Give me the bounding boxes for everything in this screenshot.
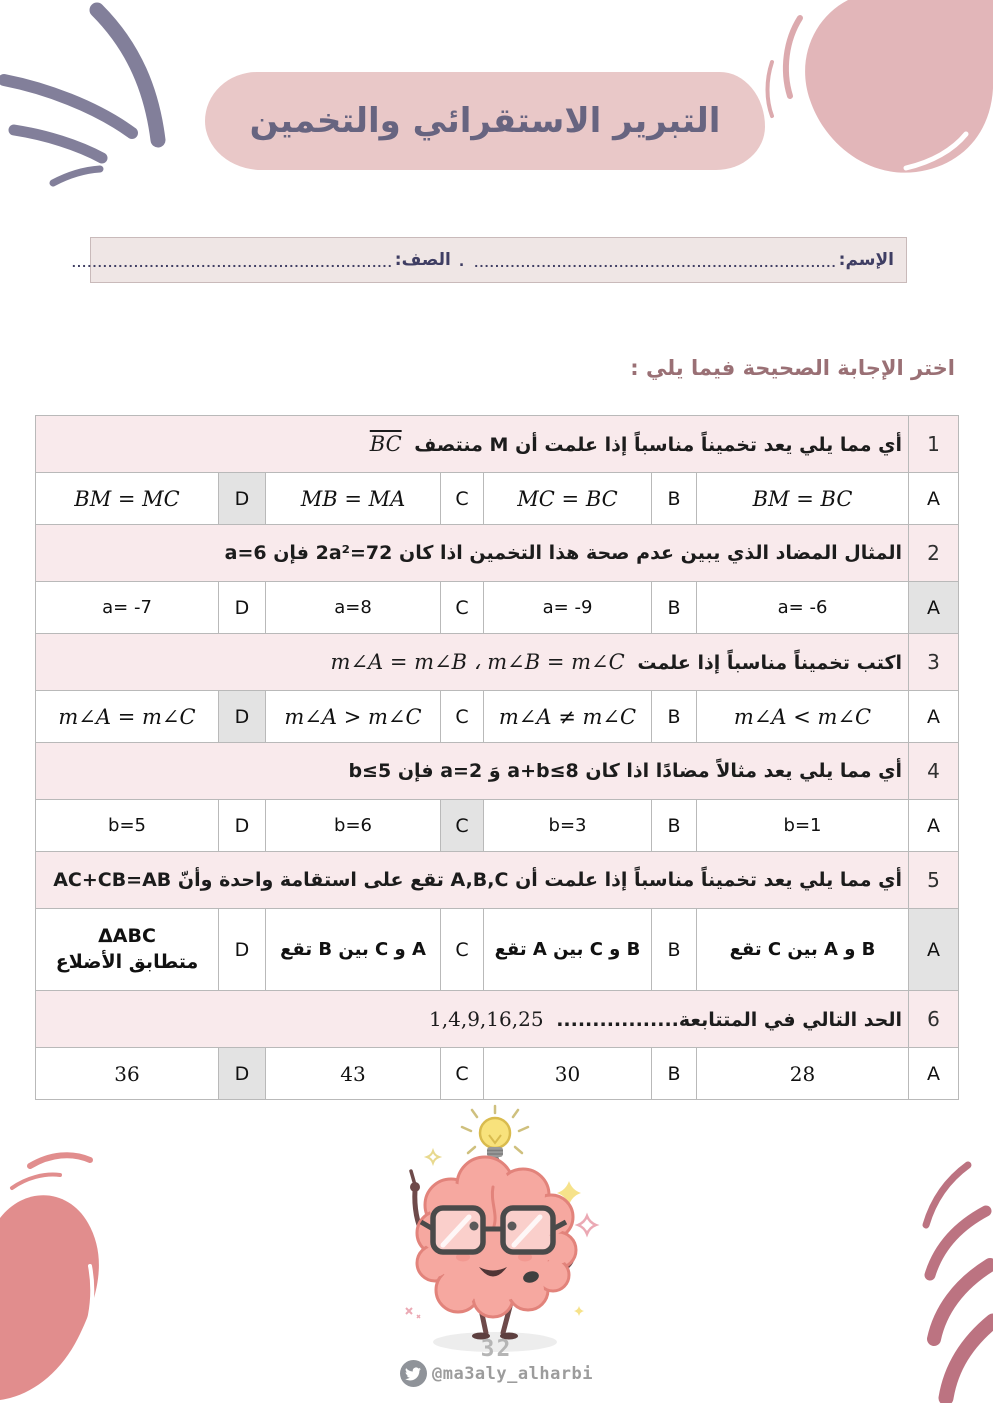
top-right-blob-decoration [758, 0, 993, 200]
q5-choice-letter-b[interactable]: B [652, 909, 697, 991]
q6-answer-c-text: 43 [340, 1061, 366, 1086]
q2-answer-c-text: a=8 [334, 597, 372, 618]
q1-answer-b-value[interactable] [484, 473, 652, 525]
q3-answer-a-text: m∠A < m∠C [733, 704, 872, 729]
q1-answer-d-value[interactable] [36, 473, 219, 525]
class-label: الصف: [394, 250, 451, 270]
q6-answer-a-value[interactable] [697, 1048, 909, 1100]
q5-choice-letter-c[interactable]: C [441, 909, 484, 991]
q6-answer-d-text: 36 [114, 1061, 140, 1086]
q6-choice-letter-d[interactable]: D [219, 1048, 266, 1100]
twitter-icon [400, 1360, 427, 1387]
question-3-text [36, 634, 909, 691]
question-1-text [36, 416, 909, 473]
q1-answer-c-value[interactable] [266, 473, 441, 525]
q5-answer-c-value[interactable] [266, 909, 441, 991]
name-field[interactable] [472, 250, 894, 270]
question-4-text [36, 743, 909, 800]
q6-answer-d-value[interactable] [36, 1048, 219, 1100]
q2-answer-d-value[interactable] [36, 582, 219, 634]
question-3-arabic: اكتب تخميناً مناسباً إذا علمت [637, 652, 903, 674]
lightbulb-icon [480, 1118, 510, 1160]
q6-answer-b-text: 30 [554, 1061, 581, 1086]
question-2-arabic: المثال المضاد الذي يبين عدم صحة هذا التخمين اذا كان 2a²=72 فإن a=6 [224, 542, 903, 564]
q5-answer-a-text: تقع C بين A و B [729, 939, 876, 960]
twitter-handle: @ma3aly_alharbi [431, 1363, 594, 1384]
q3-answer-a-value[interactable] [697, 691, 909, 743]
question-1-number: 1 [909, 416, 959, 473]
q4-answer-c-value[interactable] [266, 800, 441, 852]
q1-answer-a-value[interactable] [697, 473, 909, 525]
q4-answer-d-text: b=5 [108, 815, 146, 836]
q5-answer-c-text: تقع B بين C و A [280, 939, 426, 960]
q3-choice-letter-a[interactable]: A [909, 691, 959, 743]
q2-answer-b-text: a= -9 [542, 597, 593, 618]
q6-choice-letter-c[interactable]: C [441, 1048, 484, 1100]
q4-choice-letter-c[interactable]: C [441, 800, 484, 852]
q3-answer-d-value[interactable] [36, 691, 219, 743]
q1-answer-c-text: MB = MA [300, 486, 406, 511]
q2-answer-b-value[interactable] [484, 582, 652, 634]
q1-choice-letter-c[interactable]: C [441, 473, 484, 525]
question-1-arabic: أي مما يلي يعد تخميناً مناسباً إذا علمت أن M منتصف [414, 434, 903, 456]
top-left-swoosh-decoration [0, 0, 200, 200]
q6-answer-b-value[interactable] [484, 1048, 652, 1100]
twitter-credit [0, 1360, 993, 1387]
class-field[interactable] [70, 250, 451, 270]
q2-choice-letter-b[interactable]: B [652, 582, 697, 634]
q2-answer-d-text: a= -7 [102, 597, 152, 618]
q3-answer-c-value[interactable] [266, 691, 441, 743]
question-6-number: 6 [909, 991, 959, 1048]
q2-answer-a-text: a= -6 [777, 597, 828, 618]
question-6-arabic: الحد التالي في المتتابعة................. [556, 1009, 903, 1031]
q5-answer-a-value[interactable] [697, 909, 909, 991]
question-4-number: 4 [909, 743, 959, 800]
name-dotted-line[interactable]: ...................................................................... [474, 256, 837, 270]
q2-choice-letter-d[interactable]: D [219, 582, 266, 634]
q5-answer-d-value[interactable] [36, 909, 219, 991]
brain-mascot-illustration [373, 1105, 613, 1355]
q1-choice-letter-d[interactable]: D [219, 473, 266, 525]
q6-answer-a-text: 28 [789, 1061, 816, 1086]
question-5-text [36, 852, 909, 909]
question-2-text [36, 525, 909, 582]
q3-answer-b-text: m∠A ≠ m∠C [498, 704, 637, 729]
page-title: التبرير الاستقرائي والتخمين [249, 101, 721, 141]
q2-answer-c-value[interactable] [266, 582, 441, 634]
q5-choice-letter-a[interactable]: A [909, 909, 959, 991]
q4-answer-a-text: b=1 [783, 815, 822, 836]
q4-answer-c-text: b=6 [334, 815, 372, 836]
q3-choice-letter-d[interactable]: D [219, 691, 266, 743]
question-2-number: 2 [909, 525, 959, 582]
questions-table [35, 415, 959, 1100]
question-5-arabic: أي مما يلي يعد تخميناً مناسباً إذا علمت أن A,B,C تقع على استقامة واحدة وأنّ AC+CB=AB [53, 869, 903, 891]
q2-choice-letter-c[interactable]: C [441, 582, 484, 634]
q1-choice-letter-b[interactable]: B [652, 473, 697, 525]
page-number: 32 [480, 1336, 513, 1362]
q4-answer-b-value[interactable] [484, 800, 652, 852]
q5-choice-letter-d[interactable]: D [219, 909, 266, 991]
q3-answer-d-text: m∠A = m∠C [58, 704, 196, 729]
q1-answer-b-text: MC = BC [517, 486, 618, 511]
q1-choice-letter-a[interactable]: A [909, 473, 959, 525]
name-label: الإسم: [838, 250, 894, 270]
q6-choice-letter-b[interactable]: B [652, 1048, 697, 1100]
q6-answer-c-value[interactable] [266, 1048, 441, 1100]
q4-choice-letter-b[interactable]: B [652, 800, 697, 852]
q4-answer-a-value[interactable] [697, 800, 909, 852]
q3-answer-c-text: m∠A > m∠C [284, 704, 422, 729]
q5-answer-b-text: تقع A بين C و B [494, 939, 641, 960]
question-6-text [36, 991, 909, 1048]
q2-choice-letter-a[interactable]: A [909, 582, 959, 634]
question-6-sequence: 1,4,9,16,25 [429, 1007, 544, 1031]
question-5-number: 5 [909, 852, 959, 909]
q4-choice-letter-a[interactable]: A [909, 800, 959, 852]
question-4-arabic: أي مما يلي يعد مثالاً مضادًا اذا كان a+b≤8 وَ a=2 فإن b≤5 [348, 760, 903, 782]
q4-answer-b-text: b=3 [548, 815, 587, 836]
q4-answer-d-value[interactable] [36, 800, 219, 852]
q4-choice-letter-d[interactable]: D [219, 800, 266, 852]
class-dotted-line[interactable]: .............................................................. [71, 256, 393, 270]
q5-answer-d-text: ΔABC متطابق الأضلاع [55, 924, 199, 973]
separator-dot: . [458, 254, 465, 270]
q5-answer-b-value[interactable] [484, 909, 652, 991]
q3-choice-letter-b[interactable]: B [652, 691, 697, 743]
q3-choice-letter-c[interactable]: C [441, 691, 484, 743]
q6-choice-letter-a[interactable]: A [909, 1048, 959, 1100]
q3-answer-b-value[interactable] [484, 691, 652, 743]
q1-answer-d-text: BM = MC [74, 486, 180, 511]
instruction-heading: اختر الإجابة الصحيحة فيما يلي : [630, 356, 955, 380]
question-1-math: $\overline{BC}$ [369, 432, 402, 456]
title-pill [205, 72, 765, 170]
q1-answer-a-text: BM = BC [752, 486, 853, 511]
question-3-number: 3 [909, 634, 959, 691]
question-3-math: m∠A = m∠B ، m∠B = m∠C [330, 650, 625, 674]
q2-answer-a-value[interactable] [697, 582, 909, 634]
name-class-bar [71, 237, 907, 283]
